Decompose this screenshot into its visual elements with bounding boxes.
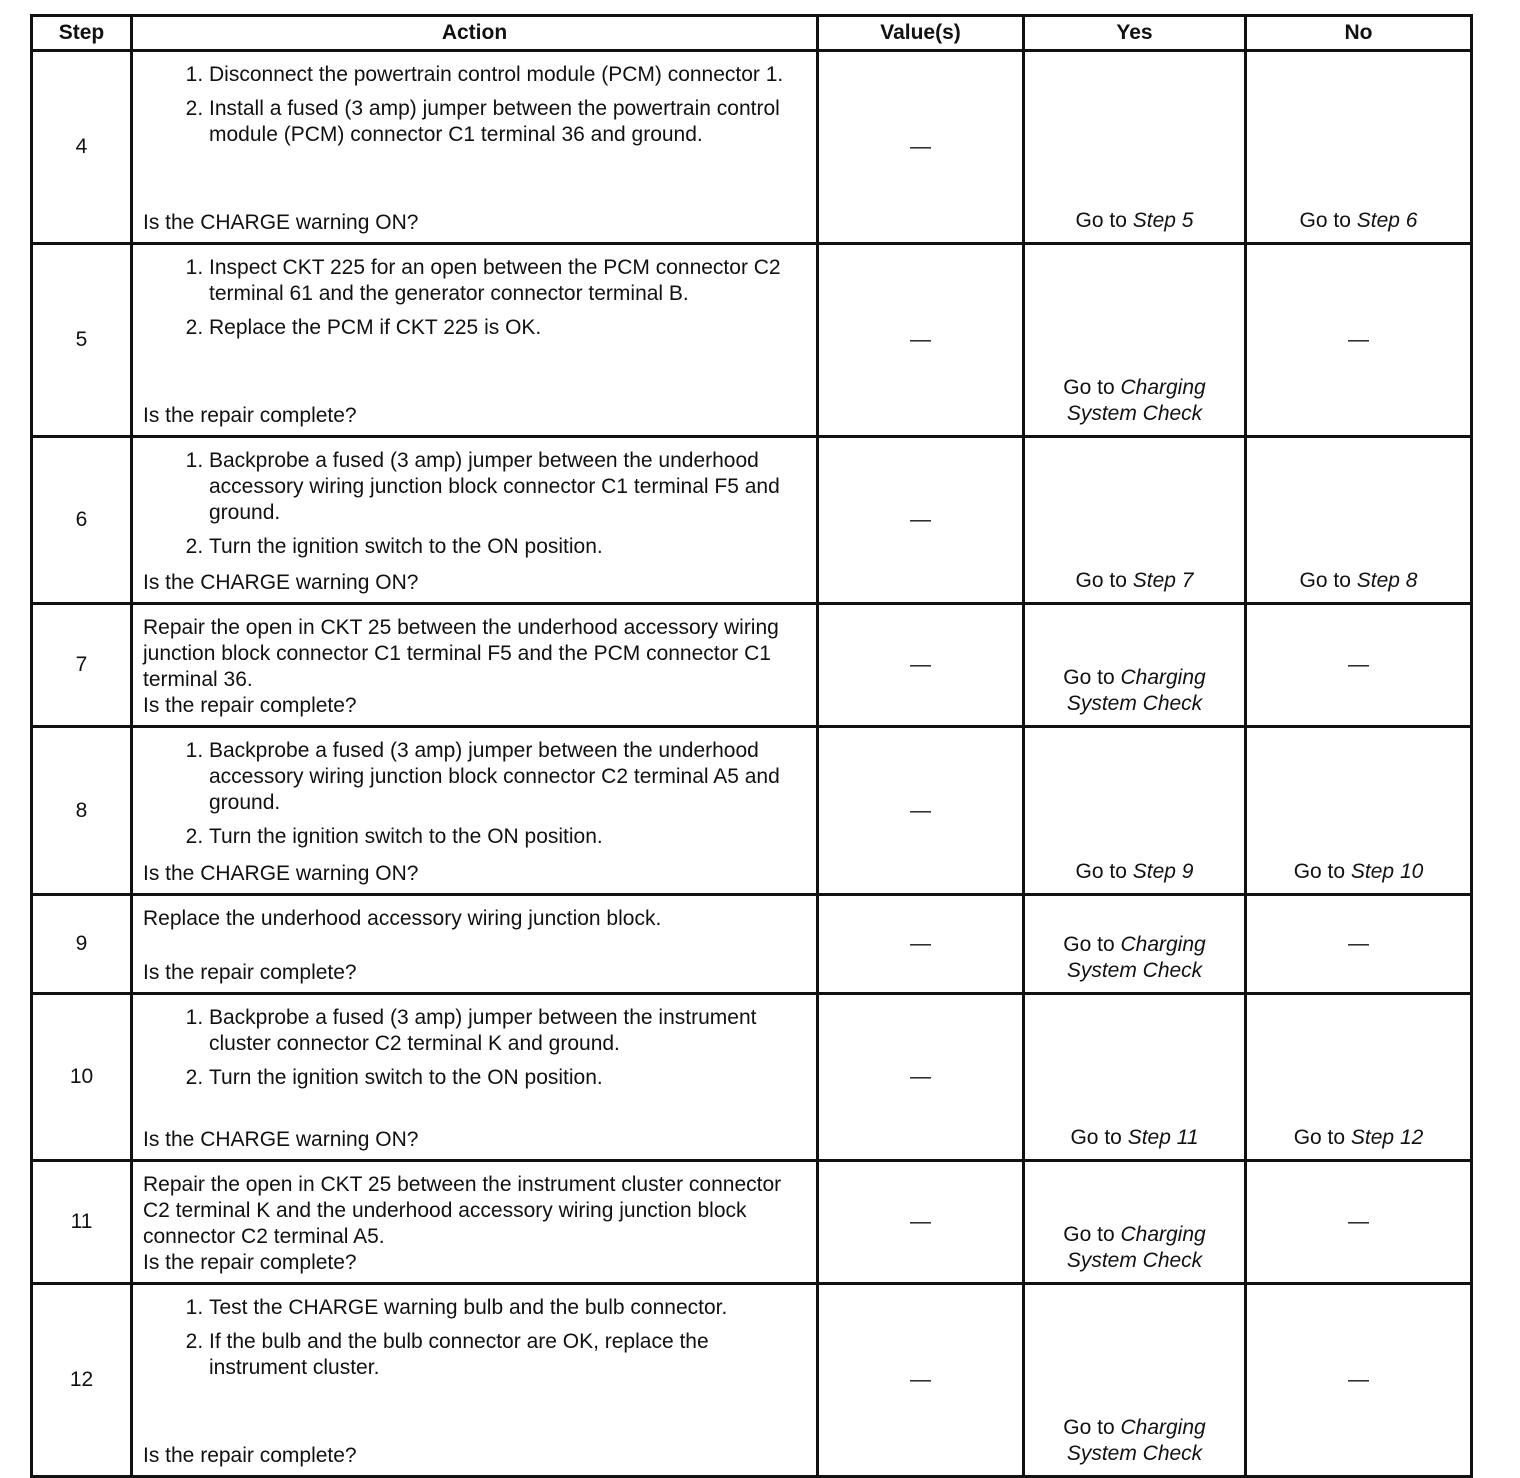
- instruction-item: 2. Turn the ignition switch to the ON position.: [209, 1065, 806, 1091]
- table-row: [32, 1161, 1472, 1284]
- value-cell: [818, 727, 1024, 895]
- goto-no-link[interactable]: Step 8: [1356, 569, 1418, 592]
- yes-cell: [1024, 727, 1246, 895]
- yes-cell: [1024, 604, 1246, 727]
- value-cell: [818, 437, 1024, 604]
- instruction-item: 2. Install a fused (3 amp) jumper between the powertrain control module (PCM) connector C1 terminal 36 and ground.: [209, 96, 806, 148]
- instruction-item: 2. Turn the ignition switch to the ON position.: [209, 824, 806, 850]
- value-dash: —: [910, 1210, 931, 1233]
- table-row: [32, 51, 1472, 244]
- instruction-list: [143, 62, 806, 148]
- goto-yes-link[interactable]: Step 5: [1132, 209, 1194, 232]
- instruction-item: 2. Replace the PCM if CKT 225 is OK.: [209, 315, 806, 341]
- action-instructions: [143, 1172, 806, 1250]
- value-dash: —: [910, 1065, 931, 1088]
- instruction-item: 1. Backprobe a fused (3 amp) jumper between the underhood accessory wiring junction block connector C2 terminal A5 and ground.: [209, 738, 806, 816]
- header-step: Step: [32, 16, 132, 51]
- goto-yes-link[interactable]: Step 11: [1127, 1126, 1199, 1149]
- step-number: 10: [32, 994, 132, 1161]
- table-row: [32, 244, 1472, 437]
- action-content: [143, 906, 806, 986]
- no-cell: [1246, 437, 1472, 604]
- action-cell: [132, 895, 818, 994]
- value-cell: [818, 604, 1024, 727]
- value-dash: —: [910, 508, 931, 531]
- goto-prefix: Go to: [1293, 860, 1346, 883]
- no-cell: [1246, 1284, 1472, 1477]
- yes-cell: [1024, 1284, 1246, 1477]
- step-number: 12: [32, 1284, 132, 1477]
- instruction-list: [143, 1005, 806, 1091]
- action-instructions: [143, 1005, 806, 1091]
- action-content: [143, 1295, 806, 1469]
- action-cell: [132, 727, 818, 895]
- no-cell: [1246, 895, 1472, 994]
- table-row: [32, 994, 1472, 1161]
- instruction-text: Replace the underhood accessory wiring junction block.: [143, 907, 662, 930]
- goto-prefix: Go to: [1063, 666, 1115, 689]
- action-content: [143, 738, 806, 887]
- step-number: 8: [32, 727, 132, 895]
- yes-cell: [1024, 994, 1246, 1161]
- goto-no-link[interactable]: Step 12: [1350, 1126, 1424, 1149]
- step-number: 7: [32, 604, 132, 727]
- yes-cell: [1024, 437, 1246, 604]
- diagnostic-table-container: [30, 14, 1470, 1478]
- goto-yes-link[interactable]: Step 9: [1132, 860, 1194, 883]
- goto-prefix: Go to: [1075, 860, 1127, 883]
- instruction-item: 2. If the bulb and the bulb connector are OK, replace the instrument cluster.: [209, 1329, 806, 1381]
- yes-cell: [1024, 244, 1246, 437]
- step-number: 5: [32, 244, 132, 437]
- value-cell: [818, 1284, 1024, 1477]
- header-action: Action: [132, 16, 818, 51]
- action-cell: [132, 244, 818, 437]
- action-content: [143, 62, 806, 236]
- action-instructions: [143, 738, 806, 850]
- action-content: [143, 448, 806, 596]
- goto-prefix: Go to: [1063, 1223, 1115, 1246]
- table-body: [32, 51, 1472, 1477]
- check-question: Is the CHARGE warning ON?: [143, 571, 419, 594]
- action-instructions: [143, 448, 806, 560]
- check-question: Is the repair complete?: [143, 404, 357, 427]
- goto-yes-link[interactable]: Charging System Check: [1066, 1223, 1206, 1272]
- value-dash: —: [910, 798, 931, 822]
- check-question: Is the repair complete?: [143, 694, 357, 717]
- no-cell: [1246, 244, 1472, 437]
- table-row: [32, 604, 1472, 727]
- instruction-list: [143, 448, 806, 560]
- header-yes: Yes: [1024, 16, 1246, 51]
- check-question: Is the CHARGE warning ON?: [143, 1128, 419, 1151]
- step-number: 9: [32, 895, 132, 994]
- table-row: [32, 437, 1472, 604]
- instruction-item: 1. Disconnect the powertrain control module (PCM) connector 1.: [209, 62, 806, 88]
- step-number: 6: [32, 437, 132, 604]
- goto-prefix: Go to: [1075, 209, 1127, 232]
- table-row: [32, 1284, 1472, 1477]
- action-content: [143, 255, 806, 429]
- header-values: Value(s): [818, 16, 1024, 51]
- goto-prefix: Go to: [1063, 1416, 1115, 1439]
- no-dash: —: [1348, 1210, 1369, 1233]
- goto-prefix: Go to: [1075, 569, 1127, 592]
- table-row: [32, 727, 1472, 895]
- value-cell: [818, 895, 1024, 994]
- instruction-list: [143, 255, 806, 341]
- check-question: Is the repair complete?: [143, 1251, 357, 1274]
- no-cell: [1246, 51, 1472, 244]
- value-dash: —: [910, 1368, 931, 1391]
- value-cell: [818, 994, 1024, 1161]
- diagnostic-table: [30, 14, 1473, 1478]
- no-dash: —: [1348, 328, 1369, 351]
- no-dash: —: [1348, 932, 1369, 955]
- value-cell: [818, 51, 1024, 244]
- no-cell: [1246, 727, 1472, 895]
- instruction-item: 2. Turn the ignition switch to the ON position.: [209, 534, 806, 560]
- no-cell: [1246, 604, 1472, 727]
- value-dash: —: [910, 135, 931, 158]
- action-content: [143, 615, 806, 719]
- value-cell: [818, 244, 1024, 437]
- table-row: [32, 895, 1472, 994]
- action-cell: [132, 1161, 818, 1284]
- goto-yes-link[interactable]: Charging System Check: [1066, 933, 1206, 982]
- value-dash: —: [910, 328, 931, 351]
- instruction-item: 1. Backprobe a fused (3 amp) jumper between the underhood accessory wiring junction block connector C1 terminal F5 and ground.: [209, 448, 806, 526]
- value-dash: —: [910, 932, 931, 955]
- instruction-item: 1. Inspect CKT 225 for an open between the PCM connector C2 terminal 61 and the generator connector terminal B.: [209, 255, 806, 307]
- instruction-item: 1. Backprobe a fused (3 amp) jumper between the instrument cluster connector C2 terminal K and ground.: [209, 1005, 806, 1057]
- goto-prefix: Go to: [1063, 376, 1115, 399]
- yes-cell: [1024, 895, 1246, 994]
- goto-yes-link[interactable]: Charging System Check: [1066, 376, 1206, 425]
- check-question: Is the repair complete?: [143, 1444, 357, 1467]
- action-instructions: [143, 1295, 806, 1381]
- instruction-text: Repair the open in CKT 25 between the instrument cluster connector C2 terminal K and the underhood accessory wiring junction block connector C2 terminal A5.: [143, 1173, 782, 1248]
- goto-prefix: Go to: [1293, 1126, 1346, 1149]
- header-no: No: [1246, 16, 1472, 51]
- step-number: 11: [32, 1161, 132, 1284]
- check-question: Is the CHARGE warning ON?: [143, 862, 419, 885]
- action-content: [143, 1005, 806, 1153]
- action-instructions: [143, 906, 806, 932]
- no-cell: [1246, 1161, 1472, 1284]
- action-instructions: [143, 255, 806, 341]
- goto-prefix: Go to: [1299, 209, 1351, 232]
- step-number: 4: [32, 51, 132, 244]
- goto-prefix: Go to: [1070, 1126, 1122, 1149]
- no-dash: —: [1348, 1368, 1369, 1391]
- instruction-text: Repair the open in CKT 25 between the underhood accessory wiring junction block connector C1 terminal F5 and the PCM connector C1 terminal 36.: [143, 616, 779, 691]
- instruction-item: 1. Test the CHARGE warning bulb and the bulb connector.: [209, 1295, 806, 1321]
- instruction-list: [143, 1295, 806, 1381]
- action-cell: [132, 51, 818, 244]
- goto-prefix: Go to: [1063, 933, 1115, 956]
- goto-prefix: Go to: [1299, 569, 1351, 592]
- goto-yes-link[interactable]: Step 7: [1132, 569, 1194, 592]
- check-question: Is the CHARGE warning ON?: [143, 211, 419, 234]
- goto-no-link[interactable]: Step 10: [1350, 860, 1424, 883]
- no-dash: —: [1348, 653, 1369, 676]
- yes-cell: [1024, 51, 1246, 244]
- instruction-list: [143, 738, 806, 850]
- action-content: [143, 1172, 806, 1276]
- action-cell: [132, 1284, 818, 1477]
- check-question: Is the repair complete?: [143, 961, 357, 984]
- value-dash: —: [910, 653, 931, 676]
- action-instructions: [143, 62, 806, 148]
- action-cell: [132, 437, 818, 604]
- goto-no-link[interactable]: Step 6: [1356, 209, 1418, 232]
- action-cell: [132, 604, 818, 727]
- goto-yes-link[interactable]: Charging System Check: [1066, 1416, 1206, 1465]
- action-instructions: [143, 615, 806, 693]
- no-cell: [1246, 994, 1472, 1161]
- header-row: [32, 16, 1472, 51]
- action-cell: [132, 994, 818, 1161]
- value-cell: [818, 1161, 1024, 1284]
- yes-cell: [1024, 1161, 1246, 1284]
- goto-yes-link[interactable]: Charging System Check: [1066, 666, 1206, 715]
